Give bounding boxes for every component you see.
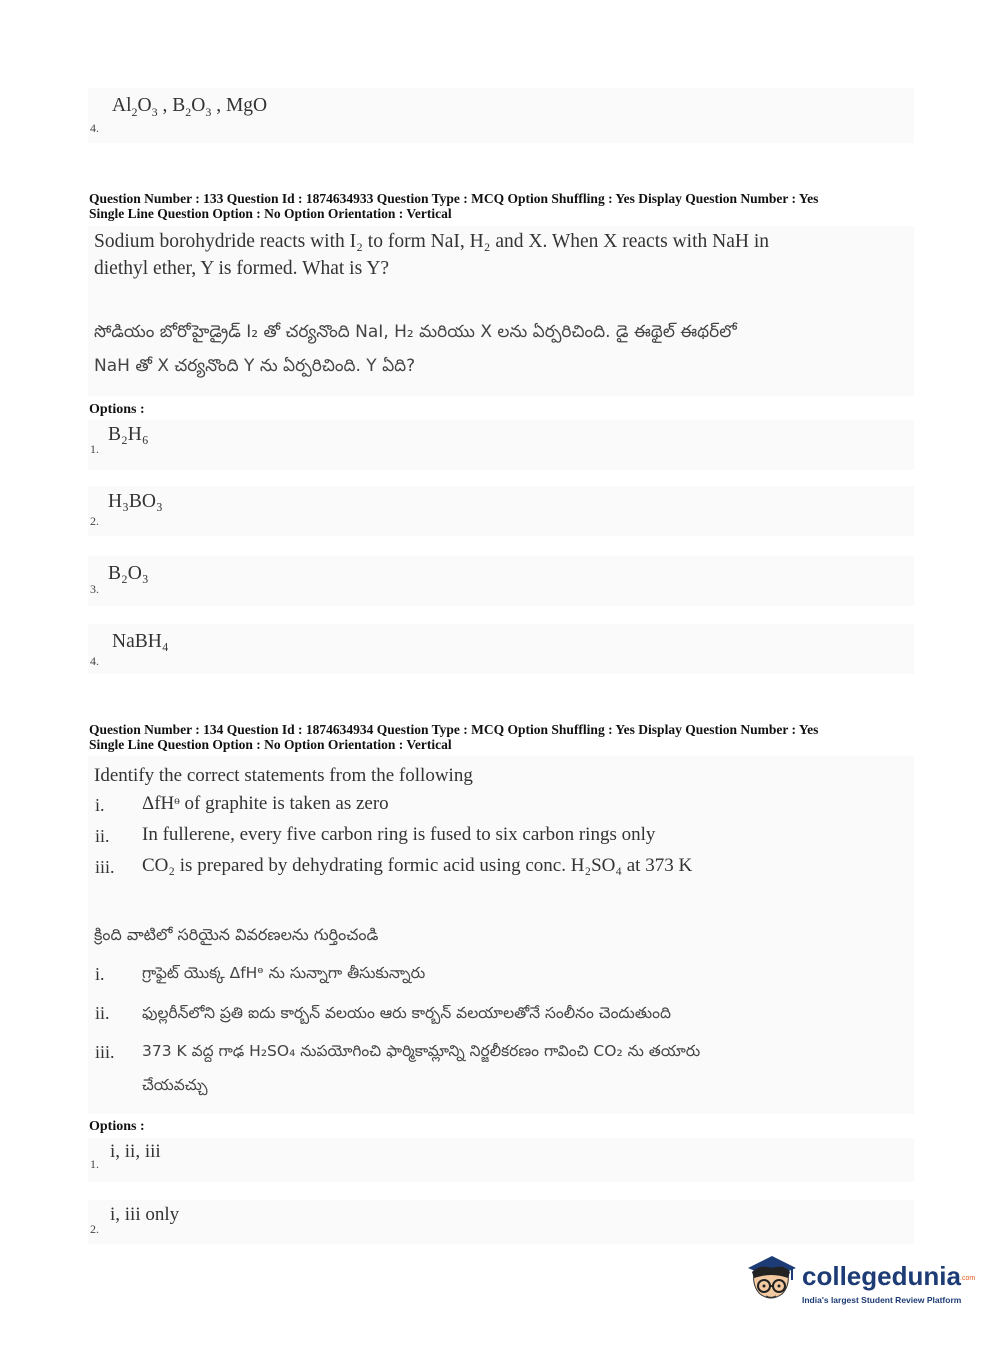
q134-statement-te-text: ఫుల్లరీన్‌లోని ప్రతి ఐదు కార్బన్ వలయం ఆరు కార్బన్ వలయాలతోనే సంలీనం చెందుతుంది (142, 1004, 671, 1022)
q133-options-label: Options : (89, 402, 145, 417)
logo-tagline: India's largest Student Review Platform (802, 1295, 962, 1305)
q133-option-3-box (88, 556, 914, 606)
q133-option-4-number: 4. (90, 654, 99, 668)
q134-option-1-text[interactable]: i, ii, iii (110, 1141, 161, 1162)
q134-option-2-text[interactable]: i, iii only (110, 1204, 180, 1225)
prev-option-4-text: $Al_2O_3$ , $B_2O_3$ , MgO (112, 95, 268, 119)
q133-option-1-box (88, 420, 914, 470)
q134-statement-te-text: 373 K వద్ద గాఢ H₂SO₄ నుపయోగించి ఫార్మికామ్లాన్ని నిర్జలీకరణం గావించి CO₂ ను తయారు (142, 1042, 701, 1060)
q133-stem-en-line2: diethyl ether, Y is formed. What is Y? (94, 258, 390, 279)
q133-option-4-box (88, 624, 914, 674)
collegedunia-logo[interactable] (740, 1245, 980, 1315)
logo-suffix: .com (960, 1275, 976, 1282)
q133-option-2-box (88, 486, 914, 536)
q134-statement-te-text-cont: చేయవచ్చు (142, 1076, 208, 1094)
q133-meta-line1: Question Number : 133 Question Id : 1874634933 Question Type : MCQ Option Shuffling : Yes Display Question Number : Yes (89, 191, 819, 206)
mascot-icon (742, 1250, 800, 1312)
q134-option-1-box (88, 1138, 914, 1182)
q134-meta-line1: Question Number : 134 Question Id : 1874634934 Question Type : MCQ Option Shuffling : Yes Display Question Number : Yes (89, 722, 819, 737)
q133-stem-te-line2: NaH తో X చర్యనొంది Y ను ఏర్పరిచింది. Y ఏది? (94, 356, 416, 376)
prev-option-4-number: 4. (90, 121, 99, 135)
q133-stem-te-line1: సోడియం బోరోహైడ్రైడ్ I₂ తో చర్యనొంది NaI, H₂ మరియు X లను ఏర్పరిచింది. డై ఈథైల్ ఈథర్‌లో (94, 322, 737, 342)
q134-stem-en-intro: Identify the correct statements from the following (94, 765, 473, 786)
q134-statement-en-num: ii. (95, 826, 110, 846)
q134-statement-en-num: i. (95, 795, 105, 815)
q134-statement-en-num: iii. (95, 857, 115, 877)
q133-option-1-text[interactable]: B₂H₆ (108, 424, 149, 445)
q133-option-2-text[interactable]: H₃BO₃ (108, 491, 163, 512)
q134-statement-te-num: i. (95, 964, 105, 984)
q133-option-3-text[interactable]: B₂O₃ (108, 563, 149, 584)
q133-stem-en-line1: Sodium borohydride reacts with I₂ to form NaI, H₂ and X. When X reacts with NaH in (94, 231, 769, 252)
q133-option-4-text[interactable]: NaBH₄ (112, 631, 169, 652)
q134-statement-en-text: ΔfHᶱ of graphite is taken as zero (142, 793, 389, 814)
q134-statement-en-text: CO₂ is prepared by dehydrating formic acid using conc. H₂SO₄ at 373 K (142, 855, 693, 876)
q134-statement-te-text: గ్రాఫైట్ యొక్క ΔfHᶱ ను సున్నాగా తీసుకున్నారు (142, 964, 426, 982)
q133-meta-line2: Single Line Question Option : No Option Orientation : Vertical (89, 206, 452, 221)
q133-option-2-number: 2. (90, 514, 99, 528)
q133-option-1-number: 1. (90, 442, 99, 456)
q134-stem-te-intro: క్రింది వాటిలో సరియైన వివరణలను గుర్తించండి (94, 925, 379, 944)
q134-statement-te-num: iii. (95, 1042, 115, 1062)
q133-option-3-number: 3. (90, 582, 99, 596)
q134-option-1-number: 1. (90, 1157, 99, 1171)
q134-statement-te-num: ii. (95, 1003, 110, 1023)
q134-meta-line2: Single Line Question Option : No Option Orientation : Vertical (89, 737, 452, 752)
q134-option-2-number: 2. (90, 1222, 99, 1236)
q134-option-2-box (88, 1200, 914, 1244)
logo-wordmark: collegedunia (802, 1261, 961, 1291)
q134-options-label: Options : (89, 1119, 145, 1134)
q134-statement-en-text: In fullerene, every five carbon ring is fused to six carbon rings only (142, 824, 656, 845)
